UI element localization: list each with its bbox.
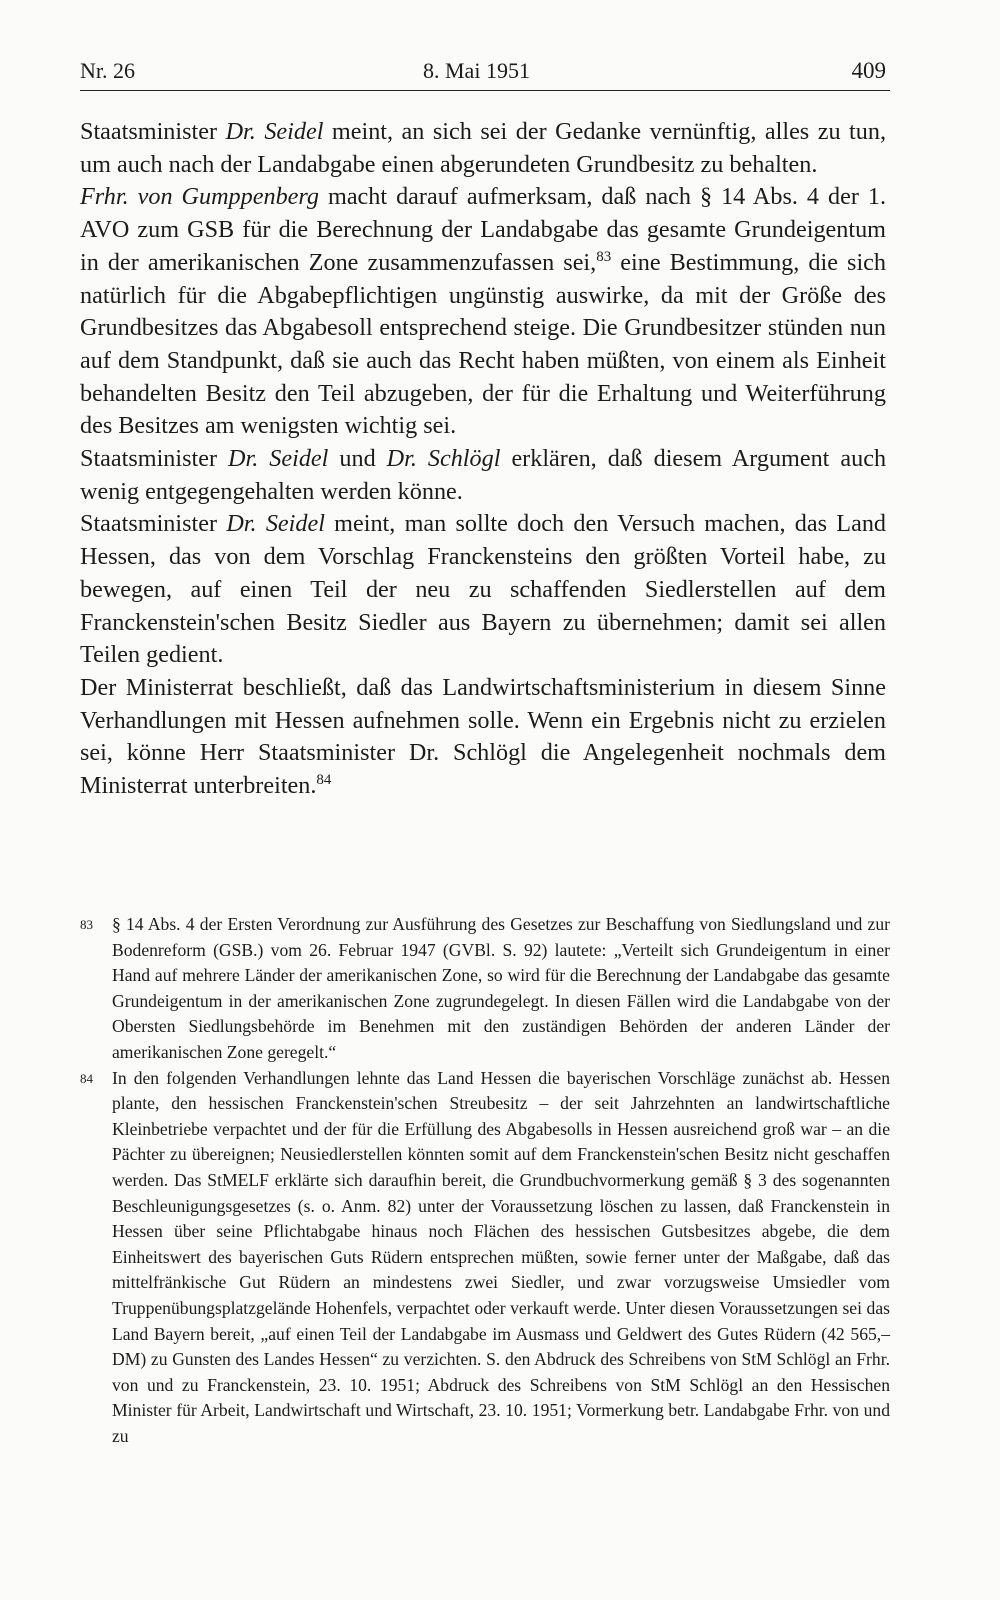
text-run: erklären, daß diesem Argument auch wenig entgegengehalten werden könne. [80,445,887,505]
text-run: meint, an sich sei der Gedanke vernünftig, alles zu tun, um auch nach der Landabgabe einen abgerundeten Grundbesitz zu behalten. [80,118,887,178]
footnote [80,912,890,1066]
speaker-name: Dr. Seidel [226,510,325,538]
paragraph-4 [80,508,886,672]
paragraph-2 [80,181,886,443]
footnotes [80,912,890,1449]
footnote-reference[interactable]: 84 [316,772,332,789]
text-run: macht darauf aufmerksam, daß nach § 14 Abs. 4 der 1. AVO zum GSB für die Berechnung der Landabgabe das gesamte Grundeigentum in der amerikanischen Zone zusammenzufassen sei, [80,183,887,276]
footnote-number: 84 [80,1070,93,1086]
speaker-name: Dr. Seidel [228,445,329,473]
paragraph-1 [80,116,886,181]
text-run: Der Ministerrat beschließt, daß das Landwirtschaftsministerium in diesem Sinne Verhandlungen mit Hessen aufnehmen solle. Wenn ein Ergebnis nicht zu erzielen sei, könne Herr Staatsminister Dr. Schlögl die Angelegenheit nochmals dem Ministerrat unterbreiten. [80,673,886,800]
footnote-reference[interactable]: 83 [596,248,612,265]
main-text [80,116,886,803]
footnote-number: 83 [80,917,93,932]
text-run: eine Bestimmung, die sich natürlich für die Abgabepflichtigen ungünstig auswirke, da mit der Größe des Grundbesitzes das Abgabesoll entsprechend steige. Die Grundbesitzer stünden nun auf dem Standpunkt, daß sie auch das Recht haben müßten, von einem als Einheit behandelten Besitz den Teil abzugeben, der für die Erhaltung und Weiterführung des Besitzes am wenigsten wichtig sei. [80,248,886,440]
issue-number: Nr. 26 [80,58,135,83]
page-number: 409 [851,58,886,83]
text-run: Staatsminister [80,445,229,473]
footnote [80,1066,890,1450]
speaker-name: Dr. Schlögl [386,445,501,473]
header-date: 8. Mai 1951 [423,58,530,83]
footnote-text: § 14 Abs. 4 der Ersten Verordnung zur Ausführung des Gesetzes zur Beschaffung von Siedlungsland und zur Bodenreform (GSB.) vom 26. Februar 1947 (GVBl. S. 92) lautete: „Verteilt sich Grundeigentum in einer Hand auf mehrere Länder der amerikanischen Zone, so wird für die Berechnung der Landabgabe das gesamte Grundeigentum in der amerikanischen Zone zugrundegelegt. In diesen Fällen wird die Landabgabe von der Obersten Siedlungsbehörde im Benehmen mit den zuständigen Behörden der anderen Länder der amerikanischen Zone geregelt.“ [112,914,890,1062]
paragraph-5 [80,672,886,803]
text-run: meint, man sollte doch den Versuch machen, das Land Hessen, das von dem Vorschlag Franckensteins den größten Vorteil habe, zu bewegen, auf einen Teil der neu zu schaffenden Siedlerstellen auf dem Franckenstein'schen Besitz Siedler aus Bayern zu übernehmen; damit sei allen Teilen gedient. [80,510,887,669]
text-run: Staatsminister [80,510,227,538]
speaker-name: Dr. Seidel [225,118,324,145]
footnote-text: In den folgenden Verhandlungen lehnte das Land Hessen die bayerischen Vorschläge zunächst ab. Hessen plante, den hessischen Franckenstein'schen Streubesitz – der seit Jahrzehnten an landwirtschaftliche Kleinbetriebe verpachtet und der für die Erfüllung des Abgabesolls in Hessen ausreichend groß war – an die Pächter zu übereignen; Neusiedlerstellen könnten somit auf dem Franckenstein'schen Besitz nicht geschaffen werden. Das StMELF erklärte sich daraufhin bereit, die Grundbuchvormerkung gemäß § 3 des sogenannten Beschleunigungsgesetzes (s. o. Anm. 82) unter der Voraussetzung löschen zu lassen, daß Franckenstein in Hessen über seine Pflichtabgabe hinaus noch Flächen des hessischen Gutsbesitzes abgebe, die dem Einheitswert des bayerischen Guts Rüdern entsprechen müßten, sowie ferner unter der Maßgabe, daß das mittelfränkische Gut Rüdern an mindestens zwei Siedler, und zwar vorzugsweise Umsiedler vom Truppenübungsplatzgelände Hohenfels, verpachtet oder verkauft werde. Unter diesen Voraussetzungen sei das Land Bayern bereit, „auf einen Teil der Landabgabe im Ausmass und Geldwert des Gutes Rüdern (42 565,– DM) zu Gunsten des Landes Hessen“ zu verzichten. S. den Abdruck des Schreibens von StM Schlögl an Frhr. von und zu Franckenstein, 23. 10. 1951; Abdruck des Schreibens von StM Schlögl an den Hessischen Minister für Arbeit, Landwirtschaft und Wirtschaft, 23. 10. 1951; Vormerkung betr. Landabgabe Frhr. von und zu [112,1067,890,1446]
speaker-name: Frhr. von Gumppenberg [80,183,320,211]
running-header [80,54,890,91]
text-run: Staatsminister [80,118,226,145]
text-run: und [328,445,387,473]
paragraph-3 [80,443,886,508]
